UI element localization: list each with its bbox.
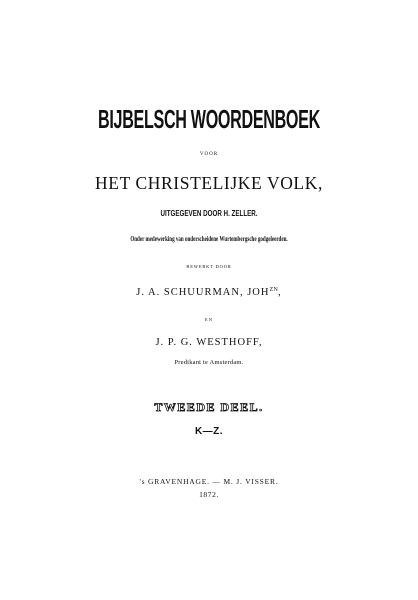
author-two-role: Predikant te Amsterdam. — [174, 359, 244, 366]
publisher-line: 's GRAVENHAGE. — M. J. VISSER. — [139, 477, 279, 486]
author-one-comma: , — [278, 287, 282, 298]
collaboration-line: Onder medewerking van onderscheidene Wurtembergsche godgeleerden. — [130, 235, 288, 243]
editor-line: UITGEGEVEN DOOR H. ZELLER. — [160, 209, 258, 218]
letter-range: K—Z. — [194, 426, 224, 437]
main-title: BIJBELSCH WOORDENBOEK — [98, 104, 320, 134]
en-label: EN — [205, 317, 213, 322]
publication-year: 1872. — [199, 490, 219, 499]
bewerkt-door-label: BEWERKT DOOR — [186, 264, 232, 269]
volume-label: TWEEDE DEEL. — [154, 400, 264, 414]
voor-label: VOOR — [199, 152, 219, 157]
author-one — [0, 287, 418, 299]
subject-title: HET CHRISTELIJKE VOLK, — [95, 173, 323, 193]
author-one-name: J. A. SCHUURMAN, JOH — [136, 287, 270, 298]
author-two: J. P. G. WESTHOFF, — [155, 337, 263, 348]
author-one-suffix: ZN — [269, 287, 279, 293]
